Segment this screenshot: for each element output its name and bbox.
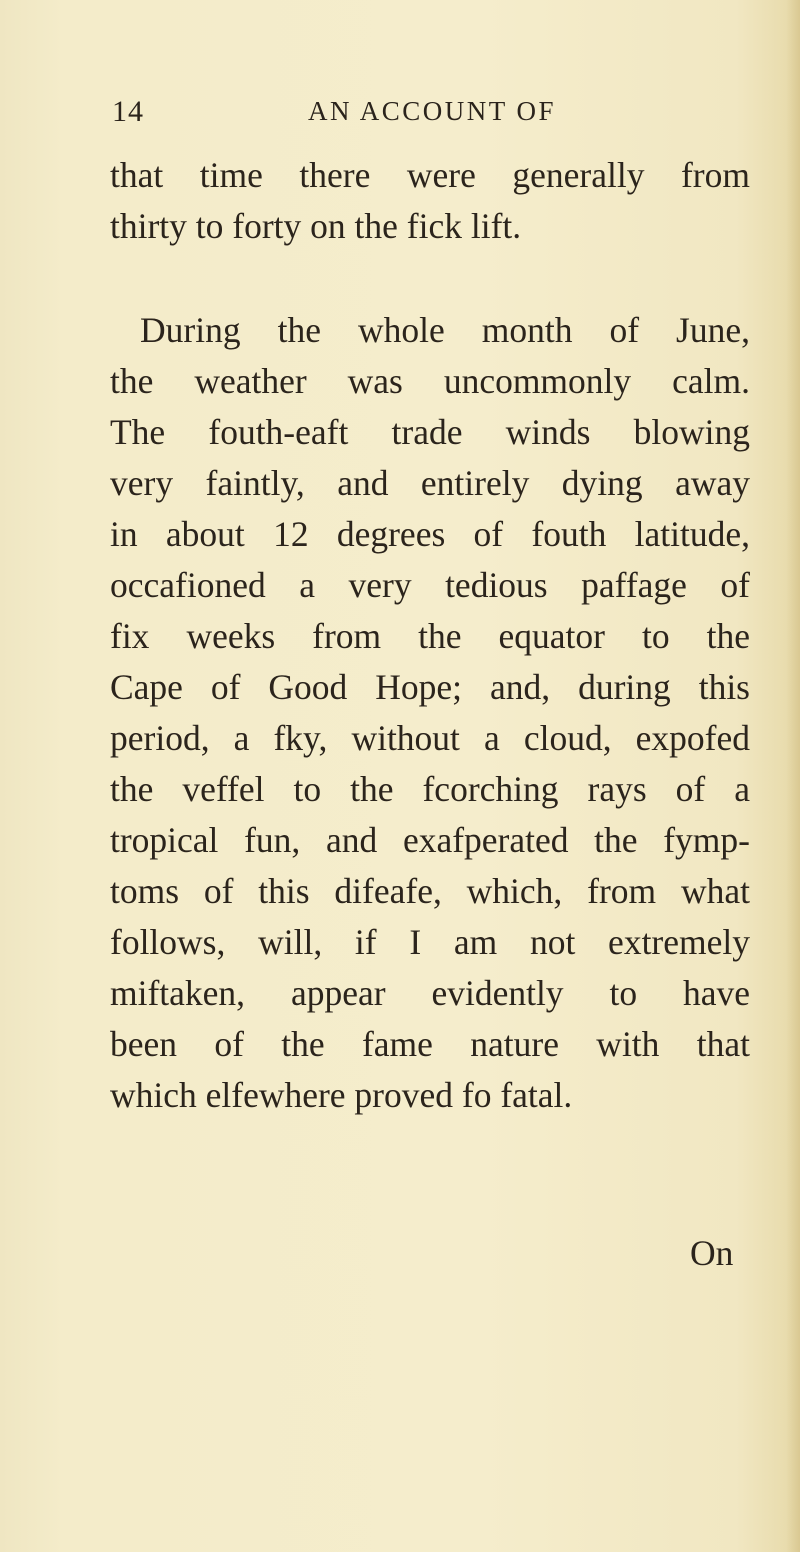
running-head: AN ACCOUNT OF	[308, 96, 557, 126]
paragraph-2	[110, 305, 750, 1121]
text-line: thirty to forty on the fick lift.	[110, 206, 522, 246]
text-line: Cape of Good Hope; and, during this	[110, 667, 750, 707]
text-line: which elfewhere proved fo fatal.	[110, 1075, 573, 1115]
text-line: tropical fun, and exafperated the fymp-	[110, 820, 750, 860]
text-line: been of the fame nature with that	[110, 1024, 750, 1064]
text-line: The fouth-eaft trade winds blowing	[110, 412, 750, 452]
text-line: very faintly, and entirely dying away	[110, 463, 750, 503]
page-header	[0, 95, 800, 135]
text-line: that time there were generally from	[110, 155, 750, 195]
text-line: the veffel to the fcorching rays of a	[110, 769, 750, 809]
page-edge-shadow	[786, 0, 800, 1552]
text-line: fix weeks from the equator to the	[110, 616, 750, 656]
text-line: occafioned a very tedious paffage of	[110, 565, 750, 605]
text-line: in about 12 degrees of fouth latitude,	[110, 514, 750, 554]
paragraph-1	[110, 150, 750, 252]
text-line: During the whole month of June,	[140, 310, 750, 350]
body-text	[110, 150, 750, 1121]
text-line: follows, will, if I am not extremely	[110, 922, 750, 962]
text-line: miftaken, appear evidently to have	[110, 973, 750, 1013]
text-line: period, a fky, without a cloud, expofed	[110, 718, 750, 758]
catchword: On	[690, 1233, 734, 1273]
text-line: toms of this difeafe, which, from what	[110, 871, 750, 911]
text-line: the weather was uncommonly calm.	[110, 361, 750, 401]
page-number: 14	[112, 95, 144, 128]
